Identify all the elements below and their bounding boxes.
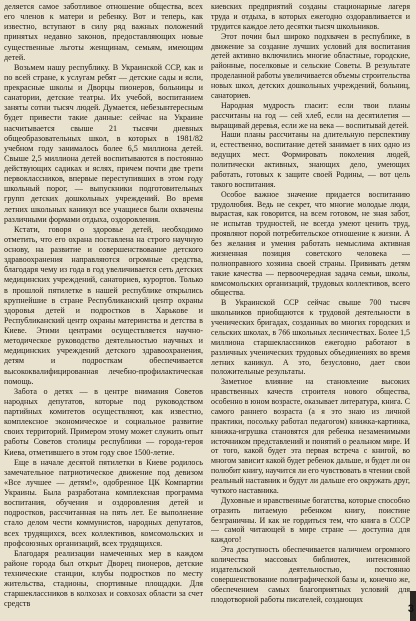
- right-column: [211, 2, 410, 614]
- page-number: 3: [407, 603, 414, 615]
- paragraph: Этот почин был широко подхвачен в республике, в движение за создание лучших условий для воспитания детей активно включились многие областные, городские, районные, поселковые и сельские Советы. В результате проделанной работы увеличивается объемы строительства новых школ, детских дошкольных учреждений, больниц, санаториев.: [211, 31, 410, 100]
- paragraph: Духовные и нравственные богатства, которые способно отразить питаемую ребенком книгу, поистине безграничны. И как не гордиться тем, что книга в СССР — самой читающей в мире стране — доступна для каждого!: [211, 495, 410, 545]
- paragraph: деляется самое заботливое отношение общества, всех его членов к матери и ребенку. Вот и теперь, как известно, вступают в силу ряд важных положений принятых недавно законов, предоставляющих новые существенные льготы женщинам, семьям, имеющим детей.: [4, 2, 203, 62]
- paragraph: Еще в начале десятой пятилетки в Киеве родилось замечательное патриотическое движение под девизом «Все лучшее — детям!», одобренное ЦК Компартии Украины. Была разработана комплексная программа воспитания, обучения и оздоровления детей и подростков, рассчитанная на пять лет. Ее выполнение стало делом чести коммунистов, народных депутатов, всех трудящихся, всех коллективов, комсомольских и профсоюзных организаций, всех трудящихся.: [4, 457, 203, 548]
- paragraph: В Украинской ССР сейчас свыше 700 тысяч школьников приобщаются к трудовой деятельности в ученических бригадах, созданных во многих городских и сельских школах, в 766 школьных лесничествах. Более 1,5 миллиона старшеклассников ежегодно работают в различных ученических трудовых объединениях во время летних каникул. А это, безусловно, дает свои положительные результаты.: [211, 298, 410, 377]
- left-column: [4, 2, 203, 614]
- paragraph: киевских предприятий созданы стационарные лагеря труда и отдыха, в которых ежегодно оздоравливается и трудится каждое лето десятки тысяч школьников.: [211, 2, 410, 31]
- paragraph: Заметное влияние на становление высоких нравственных качеств строителя нового общества, особенно в юном возрасте, оказывает литература, книга. С самого раннего возраста (а я это знаю из личной практики, посольку работал педагогом) книжка-картинка, книжка-игрушка становятся для ребенка незаменимыми источником представлений и понятий о реальном мире. И от того, какой будет эта первая встреча с книгой, во многом зависит какой будет ребенок дальше, и будет ли он полюбит книгу, научится ли его чувствовать в чтении свой реальный наставник и будут ли дальше его окружать друг, чуткого наставника.: [211, 377, 410, 495]
- paragraph: Забота о детях — в центре внимания Советов народных депутатов, которые под руководством партийных комитетов осуществляют, как известно, комплексное экономическое и социальное развитие своих территорий. Примером этому может служить опыт работы Советов столицы республики — города-героя Киева, отметившего в этом году свое 1500-летие.: [4, 386, 203, 457]
- paragraph: Наши планы рассчитаны на длительную перспективу и, естественно, воспитание детей занимает в них одно из ведущих мест. Формировать поколения людей, политически активных, знающих дело, умеющих работать, готовых к защите своей Родины, — вот цель такого воспитания.: [211, 130, 410, 189]
- paragraph: Благодаря реализации намеченных мер в каждом районе города был открыт Дворец пионеров, детские технические станции, клубы подростков по месту жительства, стадионы, спортивные площадки. Для старшеклассников в колхозах и совхозах области за счет средств: [4, 548, 203, 609]
- text-columns: [4, 2, 410, 614]
- paragraph: Народная мудрость гласит: если твои планы рассчитаны на год — сей хлеб, если на десятилетия — выращивай деревья, если же на века — воспитывай детей.: [211, 100, 410, 130]
- paragraph: Возьмем нашу республику. В Украинской ССР, как и по всей стране, к услугам ребят — детские сады и ясли, прекрасные школы и Дворцы пионеров, больницы и санатории, детские театры. Их учебой, воспитанием заняты сотни тысяч людей. Думается, небезынтересным будет привести такие данные: сейчас на Украине насчитывается свыше 21 тысячи дневных общеобразовательных школ, в которых в 1981/82 учебном году занималось более 6,5 миллиона детей. Свыше 2,5 миллиона детей воспитываются в постоянно действующих садиках и яслях, причем почти две трети первоклассников, впервые переступивших в этом году школьный порог, — выпускники подготовительных групп детских дошкольных учреждений. Во время летних школьных каникул все учащиеся были охвачены различными формами отдыха, оздоровления.: [4, 62, 203, 224]
- paragraph: Особое важное значение придается воспитанию трудолюбия. Ведь не секрет, что многие молодые люди, вырастая, как говорится, на всем готовом, не зная забот, не испытав трудностей, не всегда умеют ценить труд, проявляют порой потребительское отношение к жизни. А без желания и умения работать немыслима активная жизненная позиция советского человека — полноправного хозяина своей страны. Прививать детям такие качества — первоочередная задача семьи, школы, комсомольских организаций, трудовых коллективов, всего общества.: [211, 189, 410, 298]
- paragraph: Кстати, говоря о здоровье детей, необходимо отметить, что его охрана поставлена на строго научную основу, на развитие и совершенствование детского здравоохранения направляются огромные средства, благодаря чему из года в год увеличивается сеть детских медицинских учреждений, санаториев, курортов. Только в прошлой пятилетке в нашей республике открылись крупнейшие в стране Республиканский центр охраны здоровья детей и подростков в Харькове и Республиканский центр охраны материнства и детства в Киеве. Этими центрами осуществляется научно-методическое руководство деятельностью научных и медицинских учреждений детского здравоохранения, детям и подросткам обеспечивается высококвалифицированная лечебно-профилактическая помощь.: [4, 224, 203, 386]
- paragraph: Эта доступность обеспечивается наличием огромного количества массовых библиотек, интенсивной издательской деятельностью, постоянно совершенствование полиграфической базы и, конечно же, обеспечением самых благоприятных условий для плодотворной работы писателей, создающих: [211, 545, 410, 604]
